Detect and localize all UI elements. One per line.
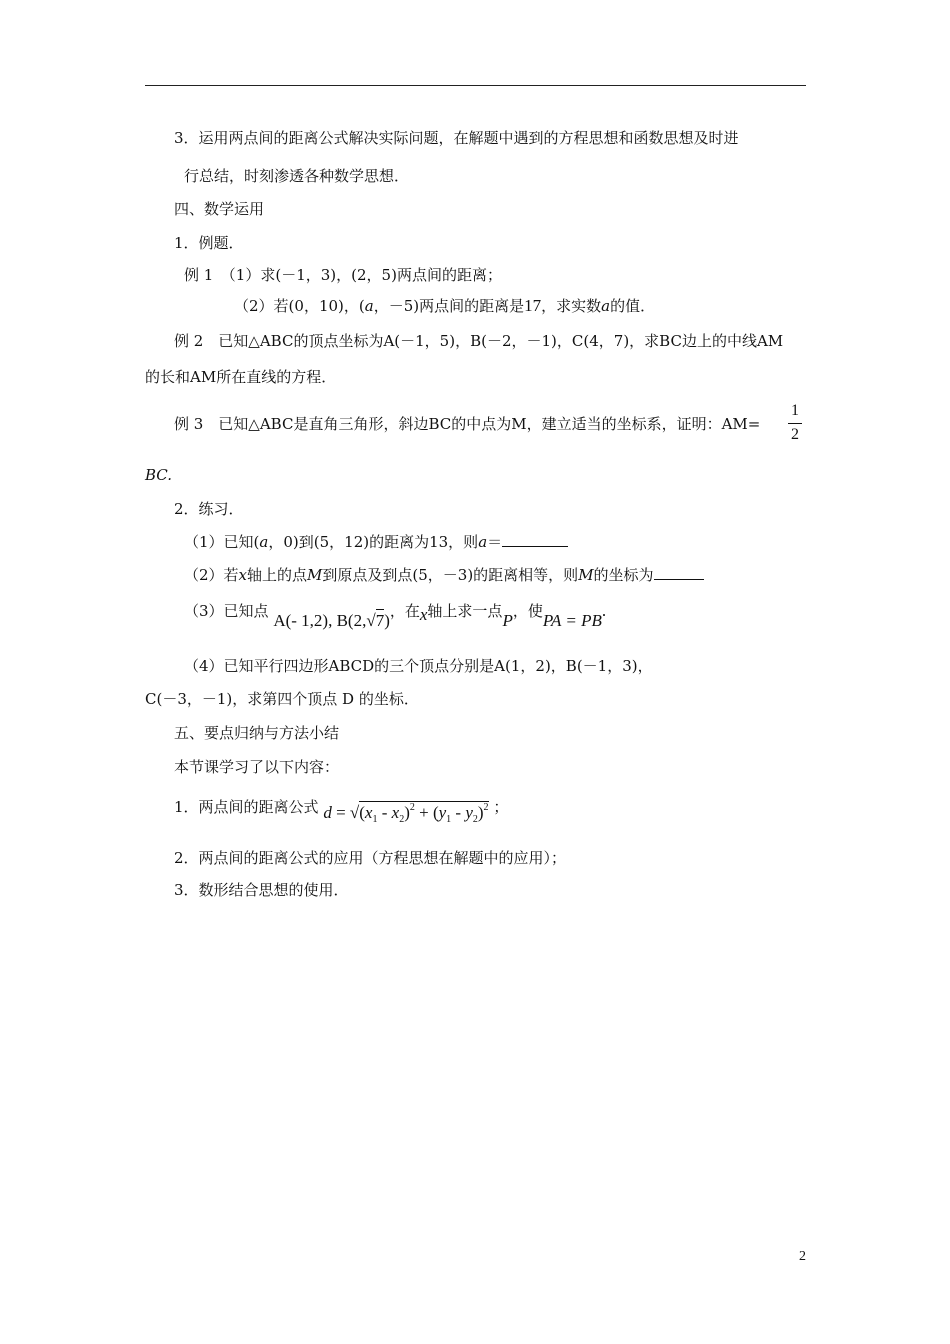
example-1-part-2: （2）若(0，10)，(a，－5)两点间的距离是17，求实数a的值． <box>234 296 656 315</box>
practice-4-line2: C(－3，－1)，求第四个顶点 D 的坐标． <box>145 690 419 708</box>
fraction-denominator: 2 <box>791 426 799 443</box>
example-3-line1: 例 3 已知△ABC是直角三角形，斜边BC的中点为M，建立适当的坐标系，证明：AM= <box>174 415 761 433</box>
section-heading-5: 五、要点归纳与方法小结 <box>174 724 340 742</box>
example-3-line2: BC. <box>145 466 173 484</box>
sqrt-17-value: 17 <box>524 296 542 315</box>
section-heading-4: 四、数学运用 <box>174 200 265 218</box>
fraction-bar <box>788 423 802 424</box>
distance-formula: $d = √(x_1 - x_2)^2 + (y_1 - y_2)^2$ <box>323 802 489 825</box>
page-number: 2 <box>799 1249 806 1264</box>
answer-blank <box>654 565 704 580</box>
example-1-part-1: 例 1 （1）求(－1，3)，(2，5)两点间的距离； <box>184 266 502 284</box>
paragraph-3-line2: 行总结，时刻渗透各种数学思想． <box>184 167 410 185</box>
fraction-numerator: 1 <box>791 402 799 419</box>
subheading-examples: 1．例题． <box>174 234 244 252</box>
summary-item-3: 3．数形结合思想的使用． <box>174 881 349 899</box>
points-A-B-formula: A(- 1,2), B(2,√7) <box>273 611 390 630</box>
practice-1: （1）已知(a，0)到(5，12)的距离为13，则a＝ <box>184 532 568 552</box>
summary-intro: 本节课学习了以下内容： <box>174 758 340 776</box>
fraction-one-half <box>788 402 802 444</box>
summary-item-2: 2．两点间的距离公式的应用（方程思想在解题中的应用）； <box>174 849 567 867</box>
sqrt-symbol: √ <box>366 611 376 630</box>
equation-PA-PB: PA = PB <box>542 611 602 630</box>
summary-item-1: 1．两点间的距离公式 $d = √(x_1 - x_2)^2 + (y_1 - y_2)^2$ ； <box>174 798 509 825</box>
header-rule <box>145 85 806 86</box>
subheading-practice: 2．练习． <box>174 500 244 518</box>
practice-2: （2）若x轴上的点M到原点及到点(5，－3)的距离相等，则M的坐标为 <box>184 565 704 585</box>
example-2-line1: 例 2 已知△ABC的顶点坐标为A(－1，5)，B(－2，－1)，C(4，7)，求BC边上的中线AM <box>174 332 784 350</box>
paragraph-3-line1: 3．运用两点间的距离公式解决实际问题，在解题中遇到的方程思想和函数思想及时进 <box>174 129 739 147</box>
example-2-line2: 的长和AM所在直线的方程． <box>145 368 337 386</box>
practice-4-line1: （4）已知平行四边形ABCD的三个顶点分别是A(1，2)，B(－1，3)， <box>184 657 653 675</box>
answer-blank <box>502 532 568 547</box>
practice-3: （3）已知点 A(- 1,2), B(2,√7)，在x轴上求一点P，使PA = PB. <box>184 601 607 630</box>
